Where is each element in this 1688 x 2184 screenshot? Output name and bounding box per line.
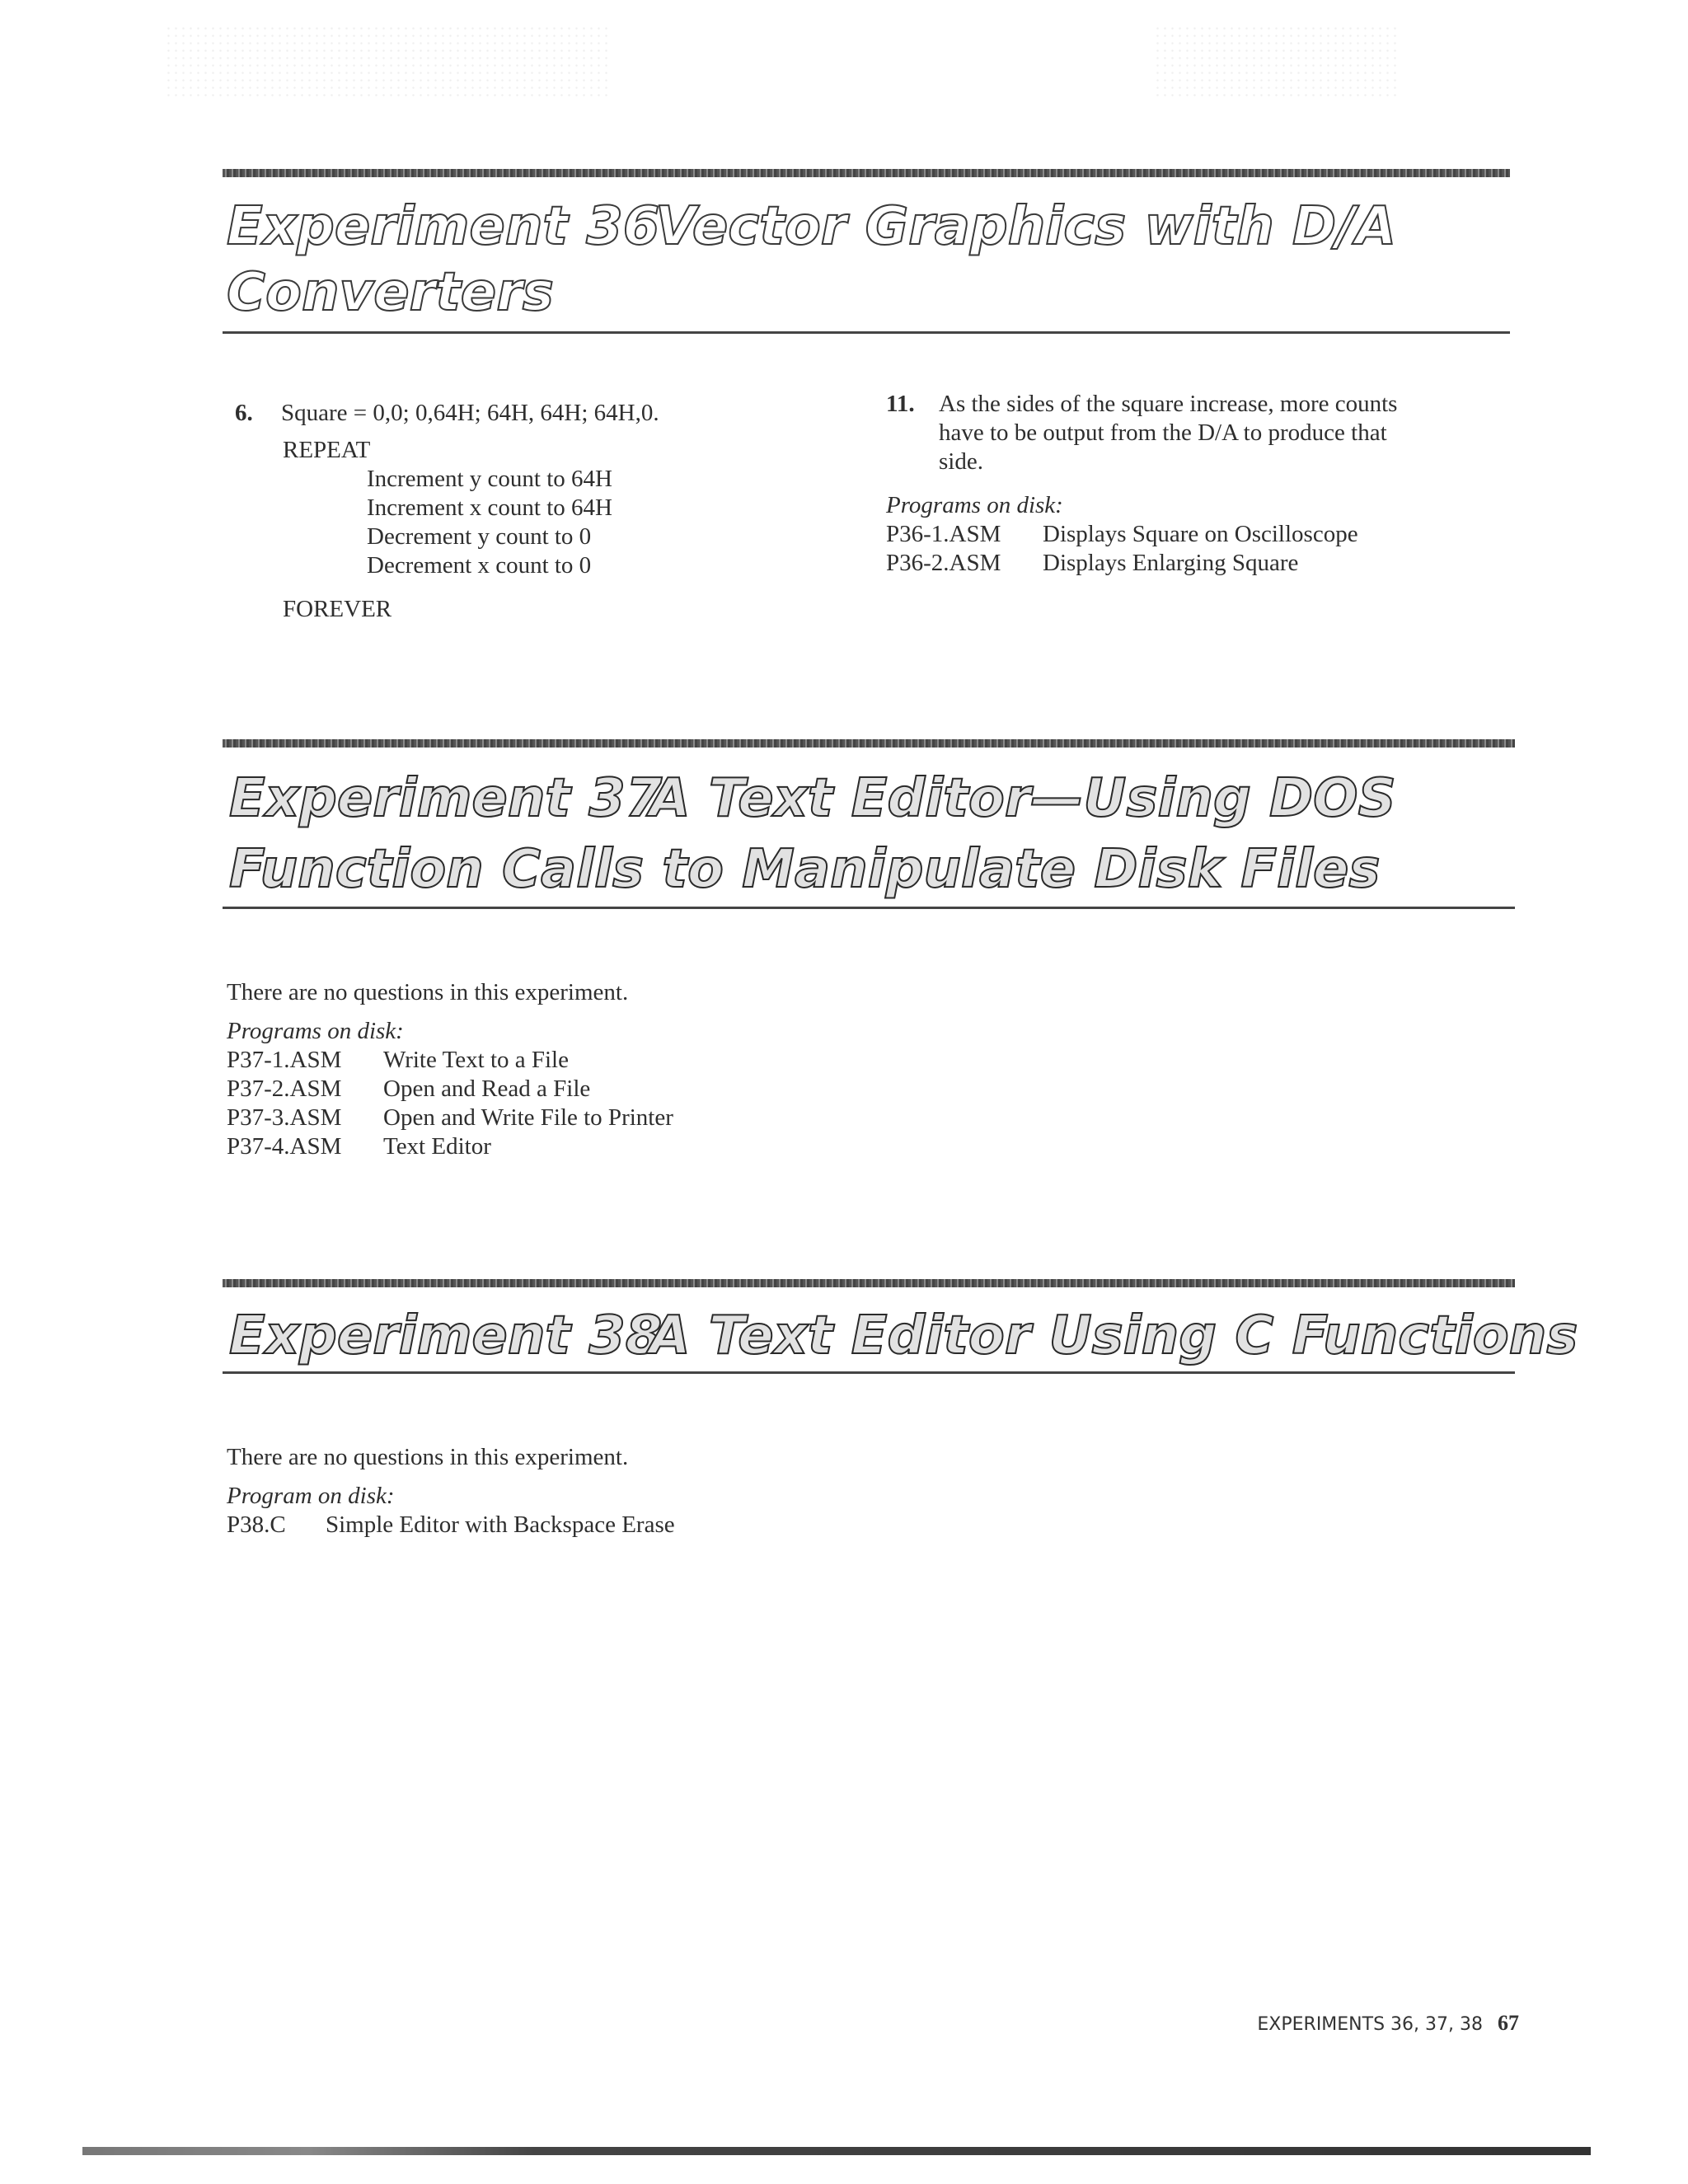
exp37-body (227, 978, 673, 1161)
item6-number: 6. (235, 400, 253, 426)
exp37-bottom-rule (223, 907, 1515, 909)
page-number: 67 (1498, 2011, 1519, 2035)
exp37-program-row (227, 1075, 673, 1104)
step-3: Decrement y count to 0 (367, 523, 592, 550)
program-desc: Displays Square on Oscilloscope (1043, 521, 1358, 547)
program-file: P37-1.ASM (227, 1047, 342, 1073)
forever-keyword: FOREVER (283, 596, 392, 622)
scan-edge-bar (82, 2147, 1591, 2155)
step-4: Decrement x count to 0 (367, 552, 592, 579)
exp38-body (227, 1443, 675, 1540)
item11-number: 11. (886, 391, 915, 417)
exp36-left-column (235, 399, 659, 624)
program-file: P36-2.ASM (886, 550, 1001, 576)
exp38-program-row (227, 1511, 675, 1540)
item6-text: Square = 0,0; 0,64H; 64H, 64H; 64H,0. (281, 400, 659, 426)
scan-noise-left (165, 25, 610, 99)
program-file: P37-4.ASM (227, 1133, 342, 1160)
program-desc: Write Text to a File (383, 1047, 569, 1073)
item11-line-2: have to be output from the D/A to produce that (939, 419, 1387, 446)
exp36-bottom-rule (223, 331, 1510, 334)
exp36-right-column (886, 390, 1397, 578)
program-desc: Open and Read a File (383, 1076, 591, 1102)
exp37-heading-line2: Function Calls to Manipulate Disk Files (229, 839, 1381, 900)
exp38-heading (229, 1305, 1578, 1366)
exp36-item11 (886, 390, 1397, 476)
exp37-program-row (227, 1046, 673, 1075)
exp36-heading (227, 196, 1396, 257)
exp38-heading-label: Experiment 38 (229, 1305, 663, 1366)
exp38-no-questions: There are no questions in this experiment. (227, 1444, 629, 1470)
exp37-no-questions: There are no questions in this experiment. (227, 979, 629, 1005)
exp38-bottom-rule (223, 1371, 1515, 1374)
exp36-heading-line2: Converters (227, 262, 554, 323)
exp36-heading-label: Experiment 36 (227, 196, 660, 257)
exp38-top-rule (223, 1279, 1515, 1287)
exp37-program-row (227, 1104, 673, 1132)
item11-line-1: As the sides of the square increase, more counts (939, 391, 1398, 417)
step-1: Increment y count to 64H (367, 466, 612, 492)
exp37-top-rule (223, 739, 1515, 748)
page-footer (1257, 2011, 1519, 2036)
footer-section: EXPERIMENTS 36, 37, 38 (1257, 2014, 1483, 2035)
program-desc: Open and Write File to Printer (383, 1104, 673, 1131)
exp38-program-label: Program on disk: (227, 1483, 395, 1509)
exp36-program-row (886, 549, 1397, 578)
program-desc: Simple Editor with Backspace Erase (326, 1511, 675, 1538)
exp37-program-row (227, 1132, 673, 1161)
exp36-item6 (235, 399, 659, 428)
exp36-programs-label: Programs on disk: (886, 492, 1063, 518)
program-file: P36-1.ASM (886, 521, 1001, 547)
program-file: P37-3.ASM (227, 1104, 342, 1131)
scan-noise-right (1154, 25, 1401, 99)
item11-line-3: side. (939, 448, 983, 475)
program-desc: Displays Enlarging Square (1043, 550, 1299, 576)
exp37-heading-title: A Text Editor—Using DOS (649, 768, 1396, 829)
repeat-keyword: REPEAT (283, 437, 371, 463)
program-desc: Text Editor (383, 1133, 491, 1160)
exp36-heading-title: Vector Graphics with D/A (655, 196, 1397, 257)
program-file: P37-2.ASM (227, 1076, 342, 1102)
exp36-program-row (886, 520, 1397, 549)
exp37-heading-label: Experiment 37 (229, 768, 663, 829)
step-2: Increment x count to 64H (367, 494, 612, 521)
exp38-heading-title: A Text Editor Using C Functions (649, 1305, 1578, 1366)
exp37-heading (229, 768, 1396, 829)
program-file: P38.C (227, 1511, 286, 1538)
exp37-programs-label: Programs on disk: (227, 1018, 404, 1044)
exp36-top-rule (223, 169, 1510, 177)
